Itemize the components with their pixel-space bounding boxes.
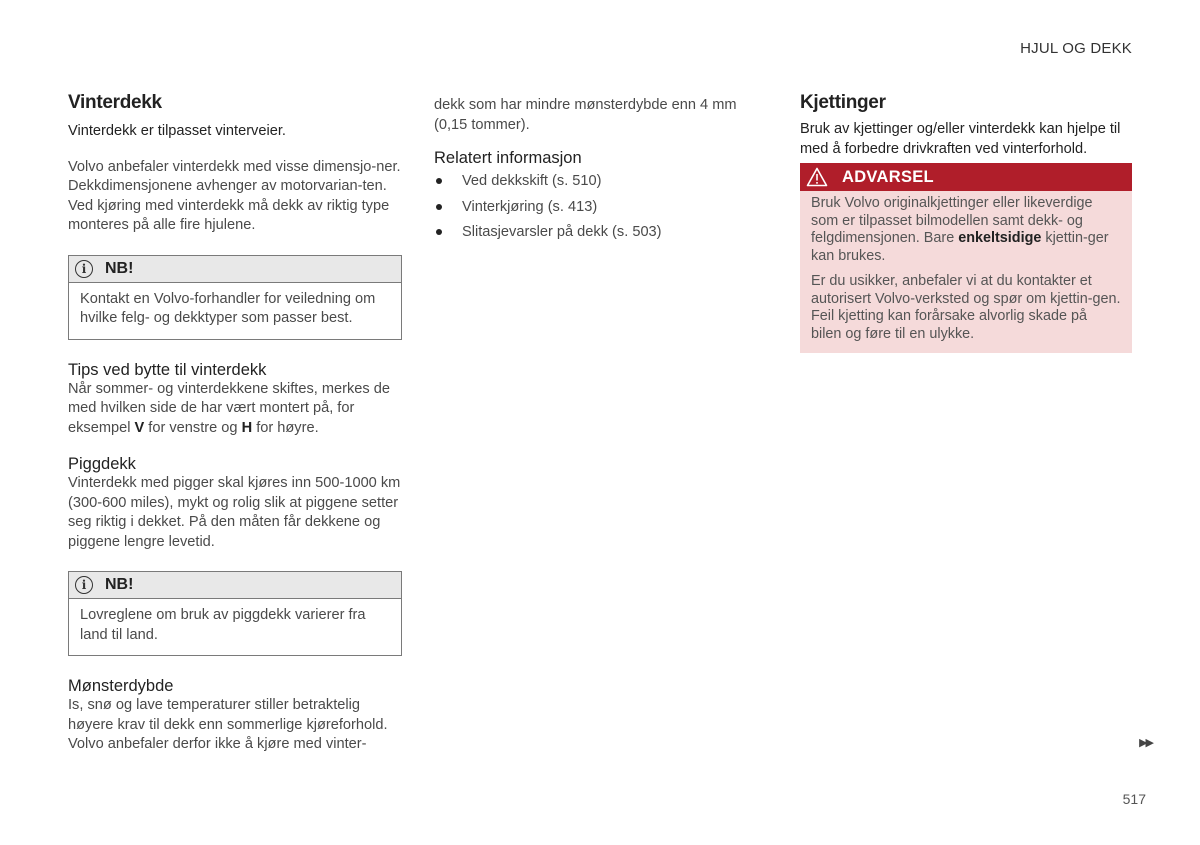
continuation-paragraph: dekk som har mindre mønsterdybde enn 4 mm (0,15 tommer).	[434, 97, 737, 133]
lead-text: Vinterdekk er tilpasset vinterveier.	[68, 123, 286, 139]
tips-bold-h: H	[241, 419, 253, 436]
related-link[interactable]	[434, 172, 764, 192]
warning-text: Bruk Volvo originalkjettinger eller likeverdige som er tilpasset bilmodellen samt dekk- og felgdimensjonen. Bare	[811, 195, 1093, 246]
warning-header	[800, 163, 1132, 191]
note-header	[69, 572, 401, 599]
note-title: NB!	[105, 576, 134, 593]
column-middle	[434, 96, 764, 249]
note-title: NB!	[105, 259, 134, 277]
related-link-label[interactable]: Vinterkjøring (s. 413)	[462, 198, 598, 215]
info-circle-icon: i	[75, 260, 93, 278]
bullet-icon	[436, 229, 442, 235]
warning-paragraph-1	[811, 195, 1121, 265]
tips-text: Når sommer- og vinterdekkene skiftes, merkes de med hvilken side de har vært montert på, for eksempel	[68, 380, 390, 436]
subheading-piggdekk: Piggdekk	[68, 455, 136, 473]
note-text: Lovreglene om bruk av piggdekk varierer fra land til land.	[80, 607, 366, 643]
tips-bold-v: V	[134, 419, 145, 436]
note-body	[69, 599, 401, 655]
subheading-tips: Tips ved bytte til vinterdekk	[68, 360, 267, 379]
section-header: HJUL OG DEKK	[1020, 40, 1132, 57]
related-link-label[interactable]: Slitasjevarsler på dekk (s. 503)	[462, 224, 662, 240]
related-list	[434, 172, 764, 243]
intro-paragraph: Volvo anbefaler vinterdekk med visse dimensjo-ner. Dekkdimensjonene avhenger av motorvarian-ten. Ved kjøring med vinterdekk må dekk av riktig type monteres på alle fire hjulene.	[68, 158, 401, 233]
warning-bold-text: enkeltsidige	[958, 230, 1042, 246]
column-left	[68, 92, 402, 755]
tips-text: for venstre og	[144, 419, 242, 436]
warning-box	[800, 163, 1132, 353]
warning-body	[800, 191, 1132, 353]
warning-text: kjettin-ger kan brukes.	[811, 230, 1109, 264]
bullet-icon	[436, 204, 442, 210]
kjettinger-lead: Bruk av kjettinger og/eller vinterdekk kan hjelpe til med å forbedre drivkraften ved vinterforhold.	[800, 121, 1121, 157]
bullet-icon	[436, 178, 442, 184]
note-box	[68, 255, 402, 340]
page-number: 517	[1122, 791, 1146, 807]
subheading-related: Relatert informasjon	[434, 149, 582, 167]
related-link-label[interactable]: Ved dekkskift (s. 510)	[462, 173, 602, 189]
warning-paragraph-2: Er du usikker, anbefaler vi at du kontakter et autorisert Volvo-verksted og spør om kjettin-gen. Feil kjetting kan forårsake alvorlig skade på bilen og føre til en ulykke.	[811, 273, 1121, 342]
info-circle-icon: i	[75, 576, 93, 594]
column-right	[800, 92, 1132, 353]
monsterdybde-paragraph: Is, snø og lave temperaturer stiller betraktelig høyere krav til dekk enn sommerlige kjøreforhold. Volvo anbefaler derfor ikke å kjøre med vinter-	[68, 697, 388, 752]
subheading-monsterdybde: Mønsterdybde	[68, 677, 174, 695]
section-title-vinterdekk: Vinterdekk	[68, 92, 162, 113]
note-body	[69, 283, 401, 339]
section-title-kjettinger: Kjettinger	[800, 92, 886, 113]
piggdekk-paragraph: Vinterdekk med pigger skal kjøres inn 500-1000 km (300-600 miles), mykt og rolig slik at piggene setter seg riktig i dekket. På den måten får dekkene og piggene lengre levetid.	[68, 475, 401, 550]
double-arrow-right-icon: ▶▶	[1139, 737, 1152, 749]
note-box	[68, 571, 402, 656]
note-text: Kontakt en Volvo-forhandler for veiledning om hvilke felg- og dekktyper som passer best.	[80, 290, 376, 326]
tips-paragraph	[68, 380, 402, 439]
tips-text: for høyre.	[252, 419, 319, 436]
related-link[interactable]	[434, 198, 764, 218]
warning-triangle-icon	[806, 167, 828, 187]
note-header	[69, 256, 401, 283]
warning-title: ADVARSEL	[842, 167, 934, 186]
related-link[interactable]	[434, 223, 764, 243]
